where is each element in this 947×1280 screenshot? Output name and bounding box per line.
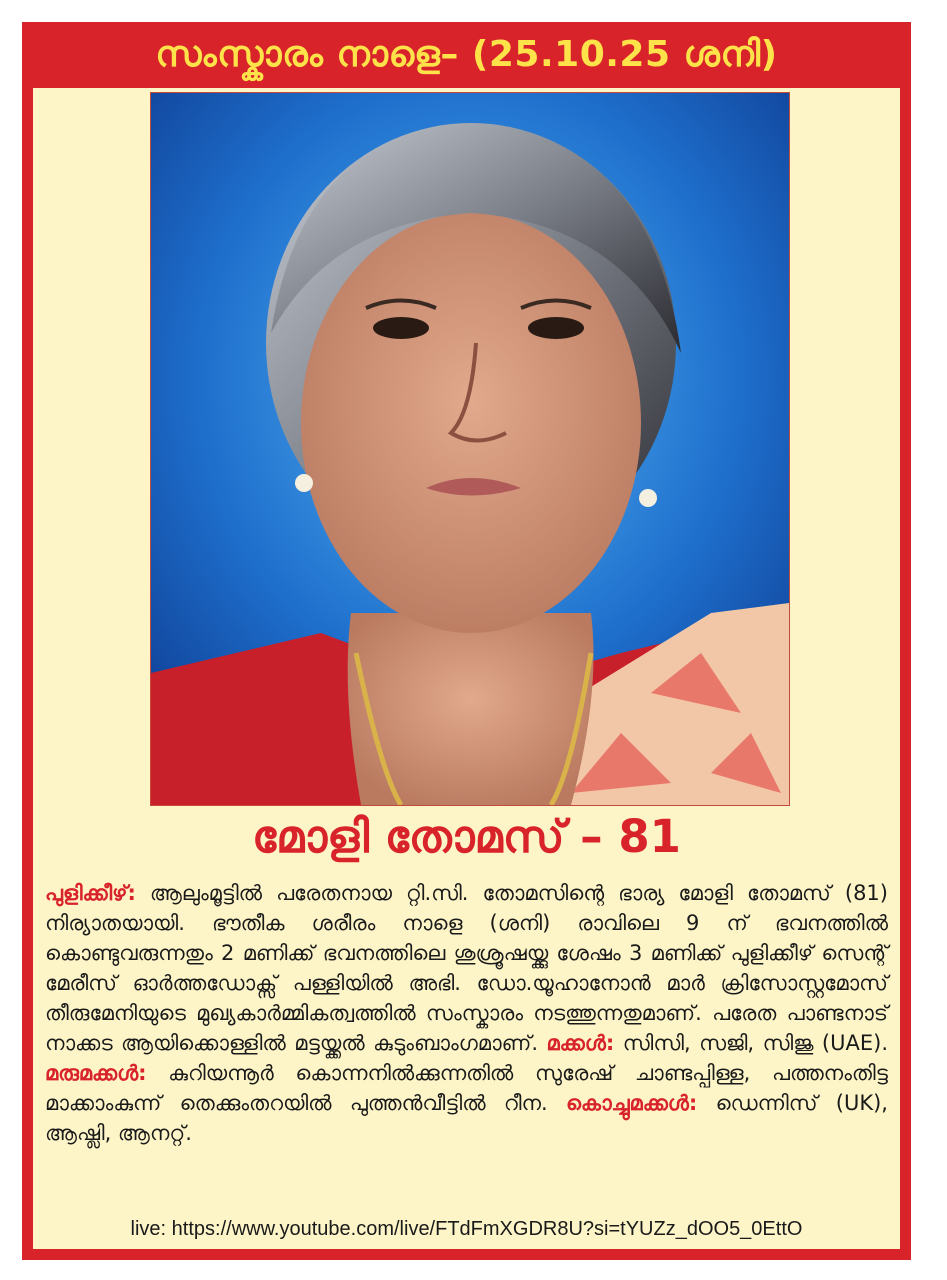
grandchildren-label: കൊച്ചുമക്കൾ:	[565, 1091, 698, 1115]
funeral-date-banner: സംസ്കാരം നാളെ– (25.10.25 ശനി)	[155, 34, 778, 75]
obituary-body	[33, 88, 900, 1249]
children-names: സിസി, സജി, സിജു (UAE).	[614, 1031, 888, 1055]
children-label: മക്കൾ:	[546, 1031, 615, 1055]
portrait-photo	[150, 92, 790, 806]
live-stream-link[interactable]: live: https://www.youtube.com/live/FTdFmXGDR8U?si=tYUZz_dOO5_0EttO	[130, 1218, 803, 1240]
main-paragraph: ആലുംമൂട്ടിൽ പരേതനായ റ്റി.സി. തോമസിന്റെ ഭാര്യ മോളി തോമസ് (81) നിര്യാതയായി. ഭൗതീക ശരീരം നാളെ (ശനി) രാവിലെ 9 ന് ഭവനത്തിൽ കൊണ്ടുവരുന്നതും 2 മണിക്ക് ഭവനത്തിലെ ശുശ്രൂഷയ്ക്കു ശേഷം 3 മണിക്ക് പുളിക്കീഴ് സെന്റ് മേരീസ് ഓർത്തഡോക്സ് പള്ളിയിൽ അഭി. ഡോ.യൂഹാനോൻ മാർ ക്രിസോസ്റ്റമോസ് തീരുമേനിയുടെ മുഖ്യകാർമ്മികത്വത്തിൽ സംസ്കാരം നടത്തുന്നതുമാണ്. പരേത പാണ്ടനാട് നാക്കട ആയിക്കൊള്ളിൽ മട്ടയ്ക്കൽ കുടുംബാംഗമാണ്.	[45, 881, 888, 1055]
grandchildren-names: ഡെന്നിസ് (UK), ആഷ്ലി, ആനറ്റ്.	[45, 1091, 888, 1145]
obituary-card	[22, 22, 911, 1260]
deceased-name: മോളി തോമസ് – 81	[252, 810, 681, 863]
obituary-text	[45, 878, 888, 1148]
in-laws-names: കുറിയന്നൂർ കൊന്നനിൽക്കുന്നതിൽ സുരേഷ് ചാണ്ടപ്പിള്ള, പത്തനംതിട്ട മാക്കാംകുന്ന് തെക്കുംതറയിൽ പുത്തൻവീട്ടിൽ റീന.	[45, 1061, 888, 1115]
place-label: പുളിക്കീഴ്:	[45, 881, 136, 905]
in-laws-label: മരുമക്കൾ:	[45, 1061, 147, 1085]
